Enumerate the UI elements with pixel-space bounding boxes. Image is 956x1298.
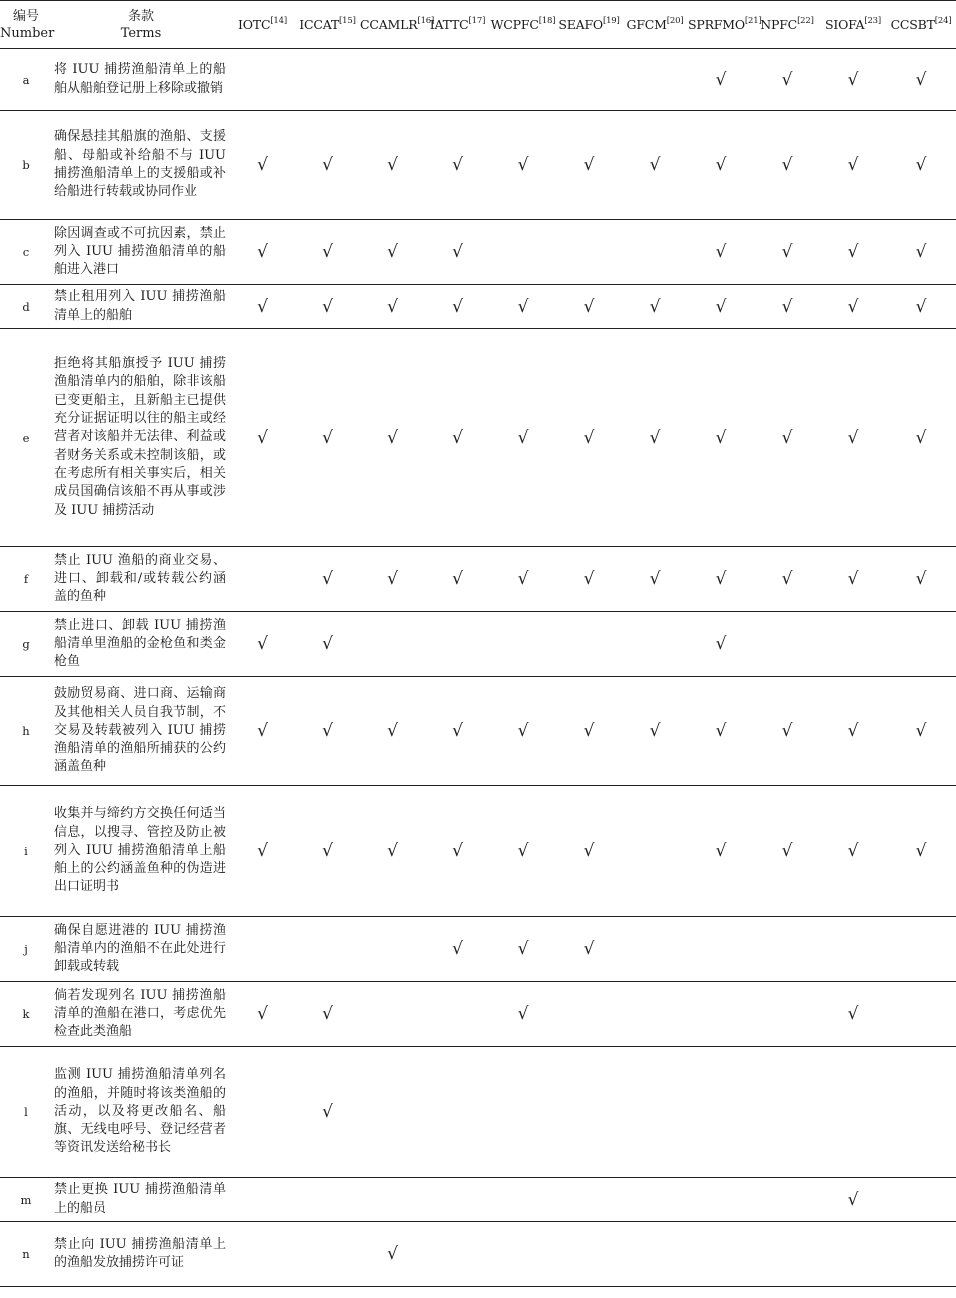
row-number: a — [0, 49, 52, 111]
check-mark: √ — [230, 329, 295, 547]
check-mark: √ — [230, 111, 295, 220]
empty-cell — [754, 1178, 820, 1222]
empty-cell — [490, 1222, 556, 1287]
header-row — [0, 1, 956, 49]
check-mark: √ — [425, 111, 490, 220]
check-mark: √ — [622, 547, 688, 612]
org-reference: [15] — [339, 16, 356, 26]
check-mark: √ — [886, 49, 956, 111]
empty-cell — [360, 1047, 425, 1178]
org-name: SIOFA — [824, 17, 865, 32]
table-row — [0, 786, 956, 917]
empty-cell — [754, 612, 820, 677]
check-mark: √ — [688, 612, 754, 677]
empty-cell — [360, 917, 425, 982]
org-column-header — [886, 1, 956, 49]
empty-cell — [425, 49, 490, 111]
org-column-header — [360, 1, 435, 49]
check-mark: √ — [230, 285, 295, 329]
check-mark: √ — [754, 49, 820, 111]
check-mark: √ — [754, 786, 820, 917]
row-term: 禁止更换 IUU 捕捞渔船清单上的船员 — [52, 1178, 230, 1222]
check-mark: √ — [886, 285, 956, 329]
check-mark: √ — [360, 547, 425, 612]
empty-cell — [622, 220, 688, 285]
check-mark: √ — [556, 285, 622, 329]
check-mark: √ — [230, 220, 295, 285]
check-mark: √ — [820, 786, 886, 917]
check-mark: √ — [425, 285, 490, 329]
check-mark: √ — [688, 49, 754, 111]
check-mark: √ — [490, 917, 556, 982]
empty-cell — [556, 49, 622, 111]
check-mark: √ — [754, 329, 820, 547]
check-mark: √ — [556, 111, 622, 220]
table-row — [0, 612, 956, 677]
org-reference: [16] — [417, 16, 435, 26]
check-mark: √ — [295, 547, 360, 612]
empty-cell — [688, 1222, 754, 1287]
empty-cell — [688, 1047, 754, 1178]
empty-cell — [622, 786, 688, 917]
check-mark: √ — [425, 786, 490, 917]
empty-cell — [556, 1178, 622, 1222]
empty-cell — [820, 1047, 886, 1178]
check-mark: √ — [425, 547, 490, 612]
row-number: c — [0, 220, 52, 285]
org-name: CCAMLR — [360, 17, 418, 32]
empty-cell — [622, 49, 688, 111]
empty-cell — [490, 220, 556, 285]
empty-cell — [754, 1047, 820, 1178]
check-mark: √ — [886, 111, 956, 220]
check-mark: √ — [295, 220, 360, 285]
table-row — [0, 111, 956, 220]
table-row — [0, 982, 956, 1047]
org-name: ICCAT — [299, 17, 340, 32]
check-mark: √ — [295, 786, 360, 917]
number-header-cn: 编号 — [12, 8, 39, 24]
table-row — [0, 285, 956, 329]
check-mark: √ — [490, 982, 556, 1047]
row-number: g — [0, 612, 52, 677]
row-number: d — [0, 285, 52, 329]
row-number: n — [0, 1222, 52, 1287]
check-mark: √ — [688, 786, 754, 917]
empty-cell — [230, 1178, 295, 1222]
table-row — [0, 917, 956, 982]
terms-column-header — [52, 1, 230, 49]
check-mark: √ — [820, 982, 886, 1047]
empty-cell — [886, 1047, 956, 1178]
check-mark: √ — [425, 329, 490, 547]
org-reference: [17] — [468, 16, 486, 26]
empty-cell — [360, 612, 425, 677]
check-mark: √ — [688, 329, 754, 547]
table-row — [0, 547, 956, 612]
check-mark: √ — [230, 677, 295, 786]
check-mark: √ — [556, 547, 622, 612]
org-column-header — [556, 1, 622, 49]
check-mark: √ — [490, 329, 556, 547]
check-mark: √ — [490, 547, 556, 612]
check-mark: √ — [295, 1047, 360, 1178]
row-number: m — [0, 1178, 52, 1222]
empty-cell — [425, 1222, 490, 1287]
check-mark: √ — [360, 1222, 425, 1287]
check-mark: √ — [490, 677, 556, 786]
check-mark: √ — [425, 220, 490, 285]
empty-cell — [295, 49, 360, 111]
org-name: SEAFO — [558, 17, 603, 32]
empty-cell — [622, 612, 688, 677]
row-term: 禁止租用列入 IUU 捕捞渔船清单上的船舶 — [52, 285, 230, 329]
org-column-header — [425, 1, 490, 49]
org-name: WCPFC — [490, 17, 539, 32]
terms-header-en: Terms — [120, 25, 162, 41]
check-mark: √ — [754, 547, 820, 612]
check-mark: √ — [886, 329, 956, 547]
check-mark: √ — [556, 677, 622, 786]
empty-cell — [425, 612, 490, 677]
empty-cell — [820, 612, 886, 677]
check-mark: √ — [820, 547, 886, 612]
check-mark: √ — [688, 547, 754, 612]
check-mark: √ — [820, 111, 886, 220]
org-column-header — [622, 1, 688, 49]
check-mark: √ — [556, 329, 622, 547]
check-mark: √ — [360, 329, 425, 547]
table-body — [0, 49, 956, 1287]
check-mark: √ — [295, 677, 360, 786]
check-mark: √ — [688, 111, 754, 220]
row-term: 收集并与缔约方交换任何适当信息，以搜寻、管控及防止被列入 IUU 捕捞渔船清单上船舶上的公约涵盖鱼种的伪造进出口证明书 — [52, 786, 230, 917]
check-mark: √ — [295, 982, 360, 1047]
check-mark: √ — [490, 111, 556, 220]
table-row — [0, 1222, 956, 1287]
empty-cell — [820, 1222, 886, 1287]
empty-cell — [886, 982, 956, 1047]
check-mark: √ — [754, 111, 820, 220]
org-reference: [22] — [797, 16, 814, 26]
check-mark: √ — [622, 285, 688, 329]
empty-cell — [490, 1178, 556, 1222]
empty-cell — [688, 1178, 754, 1222]
empty-cell — [556, 220, 622, 285]
empty-cell — [360, 1178, 425, 1222]
row-number: i — [0, 786, 52, 917]
row-term: 监测 IUU 捕捞渔船清单列名的渔船，并随时将该类渔船的活动，以及将更改船名、船旗、无线电呼号、登记经营者等资讯发送给秘书长 — [52, 1047, 230, 1178]
org-name: IATTC — [429, 17, 469, 32]
org-reference: [21] — [744, 16, 762, 26]
row-term: 鼓励贸易商、进口商、运输商及其他相关人员自我节制，不交易及转载被列入 IUU 捕捞渔船清单的渔船所捕获的公约涵盖鱼种 — [52, 677, 230, 786]
org-reference: [20] — [666, 16, 684, 26]
check-mark: √ — [820, 49, 886, 111]
empty-cell — [230, 49, 295, 111]
check-mark: √ — [886, 220, 956, 285]
empty-cell — [754, 917, 820, 982]
row-term: 将 IUU 捕捞渔船清单上的船舶从船舶登记册上移除或撤销 — [52, 49, 230, 111]
row-term: 禁止向 IUU 捕捞渔船清单上的渔船发放捕捞许可证 — [52, 1222, 230, 1287]
check-mark: √ — [230, 612, 295, 677]
check-mark: √ — [490, 786, 556, 917]
table-row — [0, 220, 956, 285]
empty-cell — [556, 1222, 622, 1287]
empty-cell — [886, 917, 956, 982]
org-column-header — [754, 1, 820, 49]
empty-cell — [230, 547, 295, 612]
check-mark: √ — [622, 329, 688, 547]
number-header-en: Number — [0, 25, 55, 41]
empty-cell — [425, 982, 490, 1047]
check-mark: √ — [295, 111, 360, 220]
empty-cell — [490, 1047, 556, 1178]
table-row — [0, 1178, 956, 1222]
row-term: 倘若发现列名 IUU 捕捞渔船清单的渔船在港口，考虑优先检查此类渔船 — [52, 982, 230, 1047]
row-term: 确保悬挂其船旗的渔船、支援船、母船或补给船不与 IUU 捕捞渔船清单上的支援船或补给船进行转载或协同作业 — [52, 111, 230, 220]
org-name: SPRFMO — [688, 17, 745, 32]
empty-cell — [556, 612, 622, 677]
empty-cell — [556, 1047, 622, 1178]
empty-cell — [425, 1178, 490, 1222]
empty-cell — [688, 982, 754, 1047]
org-column-header — [820, 1, 886, 49]
row-term: 除因调查或不可抗因素，禁止列入 IUU 捕捞渔船清单的船舶进入港口 — [52, 220, 230, 285]
check-mark: √ — [360, 220, 425, 285]
empty-cell — [688, 917, 754, 982]
empty-cell — [295, 1222, 360, 1287]
empty-cell — [490, 612, 556, 677]
check-mark: √ — [688, 285, 754, 329]
empty-cell — [490, 49, 556, 111]
check-mark: √ — [360, 786, 425, 917]
check-mark: √ — [622, 111, 688, 220]
table-row — [0, 49, 956, 111]
check-mark: √ — [295, 612, 360, 677]
check-mark: √ — [425, 677, 490, 786]
empty-cell — [360, 49, 425, 111]
org-reference: [18] — [538, 16, 556, 26]
check-mark: √ — [820, 285, 886, 329]
empty-cell — [622, 1047, 688, 1178]
row-term: 禁止进口、卸载 IUU 捕捞渔船清单里渔船的金枪鱼和类金枪鱼 — [52, 612, 230, 677]
check-mark: √ — [556, 917, 622, 982]
check-mark: √ — [360, 111, 425, 220]
check-mark: √ — [886, 547, 956, 612]
row-number: l — [0, 1047, 52, 1178]
check-mark: √ — [490, 285, 556, 329]
row-term: 禁止 IUU 渔船的商业交易、进口、卸载和/或转载公约涵盖的鱼种 — [52, 547, 230, 612]
table-row — [0, 677, 956, 786]
check-mark: √ — [820, 1178, 886, 1222]
row-number: h — [0, 677, 52, 786]
org-reference: [23] — [864, 16, 882, 26]
org-name: NPFC — [760, 17, 798, 32]
empty-cell — [622, 1178, 688, 1222]
check-mark: √ — [230, 982, 295, 1047]
check-mark: √ — [820, 220, 886, 285]
check-mark: √ — [886, 786, 956, 917]
terms-header-cn: 条款 — [127, 8, 154, 24]
row-term: 拒绝将其船旗授予 IUU 捕捞渔船清单内的船舶，除非该船已变更船主，且新船主已提供充分证据证明以往的船主或经营者对该船并无法律、利益或者财务关系或未控制该船，或在考虑所有相关事实后，相关成员国确信该船不再从事或涉及 IUU 捕捞活动 — [52, 329, 230, 547]
check-mark: √ — [754, 677, 820, 786]
empty-cell — [820, 917, 886, 982]
check-mark: √ — [886, 677, 956, 786]
check-mark: √ — [688, 220, 754, 285]
check-mark: √ — [360, 677, 425, 786]
org-reference: [14] — [270, 16, 287, 26]
org-column-header — [688, 1, 762, 49]
row-number: e — [0, 329, 52, 547]
empty-cell — [230, 1222, 295, 1287]
org-column-header — [230, 1, 295, 49]
number-column-header — [0, 1, 55, 49]
check-mark: √ — [820, 677, 886, 786]
table-row — [0, 1047, 956, 1178]
empty-cell — [230, 1047, 295, 1178]
org-name: GFCM — [626, 17, 667, 32]
check-mark: √ — [230, 786, 295, 917]
empty-cell — [754, 1222, 820, 1287]
check-mark: √ — [754, 220, 820, 285]
empty-cell — [622, 982, 688, 1047]
table-row — [0, 329, 956, 547]
empty-cell — [754, 982, 820, 1047]
empty-cell — [360, 982, 425, 1047]
check-mark: √ — [295, 329, 360, 547]
row-term: 确保自愿进港的 IUU 捕捞渔船清单内的渔船不在此处进行卸载或转载 — [52, 917, 230, 982]
empty-cell — [886, 1178, 956, 1222]
org-reference: [19] — [602, 16, 620, 26]
org-column-header — [295, 1, 360, 49]
empty-cell — [556, 982, 622, 1047]
row-number: j — [0, 917, 52, 982]
check-mark: √ — [425, 917, 490, 982]
check-mark: √ — [688, 677, 754, 786]
org-reference: [24] — [934, 16, 952, 26]
empty-cell — [230, 917, 295, 982]
check-mark: √ — [754, 285, 820, 329]
org-name: IOTC — [238, 17, 271, 32]
org-name: CCSBT — [890, 17, 935, 32]
empty-cell — [425, 1047, 490, 1178]
empty-cell — [622, 917, 688, 982]
empty-cell — [886, 1222, 956, 1287]
row-number: k — [0, 982, 52, 1047]
empty-cell — [295, 1178, 360, 1222]
check-mark: √ — [360, 285, 425, 329]
empty-cell — [886, 612, 956, 677]
row-number: b — [0, 111, 52, 220]
check-mark: √ — [622, 677, 688, 786]
empty-cell — [622, 1222, 688, 1287]
check-mark: √ — [556, 786, 622, 917]
org-column-header — [490, 1, 556, 49]
check-mark: √ — [295, 285, 360, 329]
empty-cell — [295, 917, 360, 982]
check-mark: √ — [820, 329, 886, 547]
row-number: f — [0, 547, 52, 612]
